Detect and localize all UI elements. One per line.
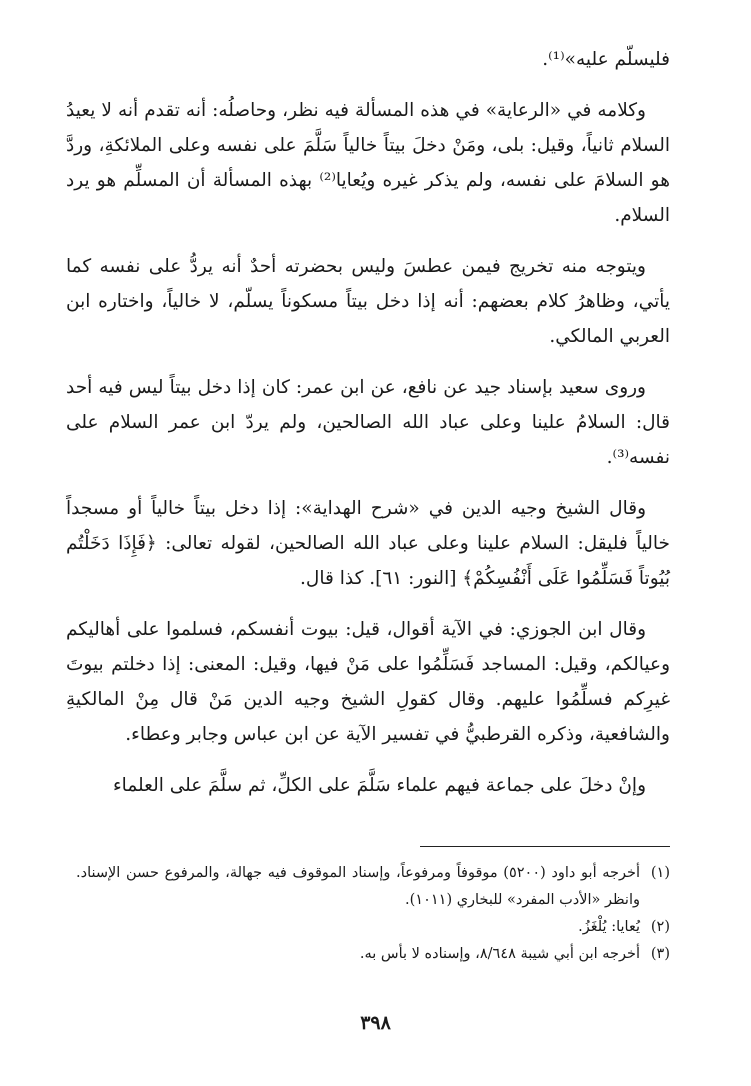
footnotes [76, 860, 670, 968]
paragraph-5: وقال الشيخ وجيه الدين في «شرح الهداية»: إذا دخل بيتاً خالياً أو مسجداً خالياً فليقل: السلام علينا وعلى عباد الله الصالحين، لقوله تعالى: ﴿فَإِذَا دَخَلْتُم بُيُوتاً فَسَلِّمُوا عَلَى أَنْفُسِكُمْ﴾ [النور: ٦١]. كذا قال. [66, 498, 670, 589]
page-number: ٣٩٨ [360, 1012, 391, 1034]
footnote-2 [76, 914, 670, 941]
paragraph-1: فليسلّم عليه»⁽¹⁾. [542, 49, 670, 70]
footnote-text: أخرجه أبو داود (٥٢٠٠) موقوفاً ومرفوعاً، وإسناد الموقوف فيه جهالة، والمرفوع حسن الإسناد. وانظر «الأدب المفرد» للبخاري (١٠١١). [76, 865, 640, 908]
footnote-text: أخرجه ابن أبي شيبة ٨/٦٤٨، وإسناده لا بأس به. [359, 946, 640, 962]
footnote-1 [76, 860, 670, 914]
main-text [66, 42, 670, 819]
paragraph-7: وإنْ دخلَ على جماعة فيهم علماء سَلَّمَ على الكلِّ، ثم سلَّمَ على العلماء [112, 775, 646, 796]
paragraph-3: ويتوجه منه تخريج فيمن عطسَ وليس بحضرته أحدٌ أنه يردُّ على نفسه كما يأتي، وظاهرُ كلام بعضهم: أنه إذا دخل بيتاً مسكوناً يسلّم، لا خالياً، واختاره ابن العربي المالكي. [66, 256, 670, 347]
paragraph-6: وقال ابن الجوزي: في الآية أقوال، قيل: بيوت أنفسكم، فسلموا على أهاليكم وعيالكم، وقيل: المساجد فَسَلِّمُوا على مَنْ فيها، وقيل: المعنى: إذا دخلتم بيوتَ غيرِكم فسلِّمُوا عليهم. وقال كقولِ الشيخ وجيه الدين مَنْ قال مِنْ المالكيةِ والشافعية، وذكره القرطبيُّ في تفسير الآية عن ابن عباس وجابر وعطاء. [66, 619, 670, 745]
paragraph-4: وروى سعيد بإسناد جيد عن نافع، عن ابن عمر: كان إذا دخل بيتاً ليس فيه أحد قال: السلامُ علينا وعلى عباد الله الصالحين، ولم يردّ ابن عمر السلام على نفسه⁽³⁾. [66, 377, 670, 468]
footnote-number: (٣) [650, 946, 670, 962]
footnote-number: (٢) [650, 919, 670, 935]
footnote-number: (١) [650, 865, 670, 881]
footnote-3 [76, 941, 670, 968]
footnote-text: يُعايا: يُلْغَزُ. [578, 919, 640, 935]
footnote-divider [420, 846, 670, 847]
paragraph-2: وكلامه في «الرعاية» في هذه المسألة فيه نظر، وحاصلُه: أنه تقدم أنه لا يعيدُ السلام ثانياً، وقيل: بلى، ومَنْ دخلَ بيتاً خالياً سَلَّمَ على نفسه وعلى الملائكةِ، وردَّ هو السلامَ على نفسه، ولم يذكر غيره ويُعايا⁽²⁾ بهذه المسألة أن المسلِّم هو يرد السلام. [66, 100, 670, 226]
